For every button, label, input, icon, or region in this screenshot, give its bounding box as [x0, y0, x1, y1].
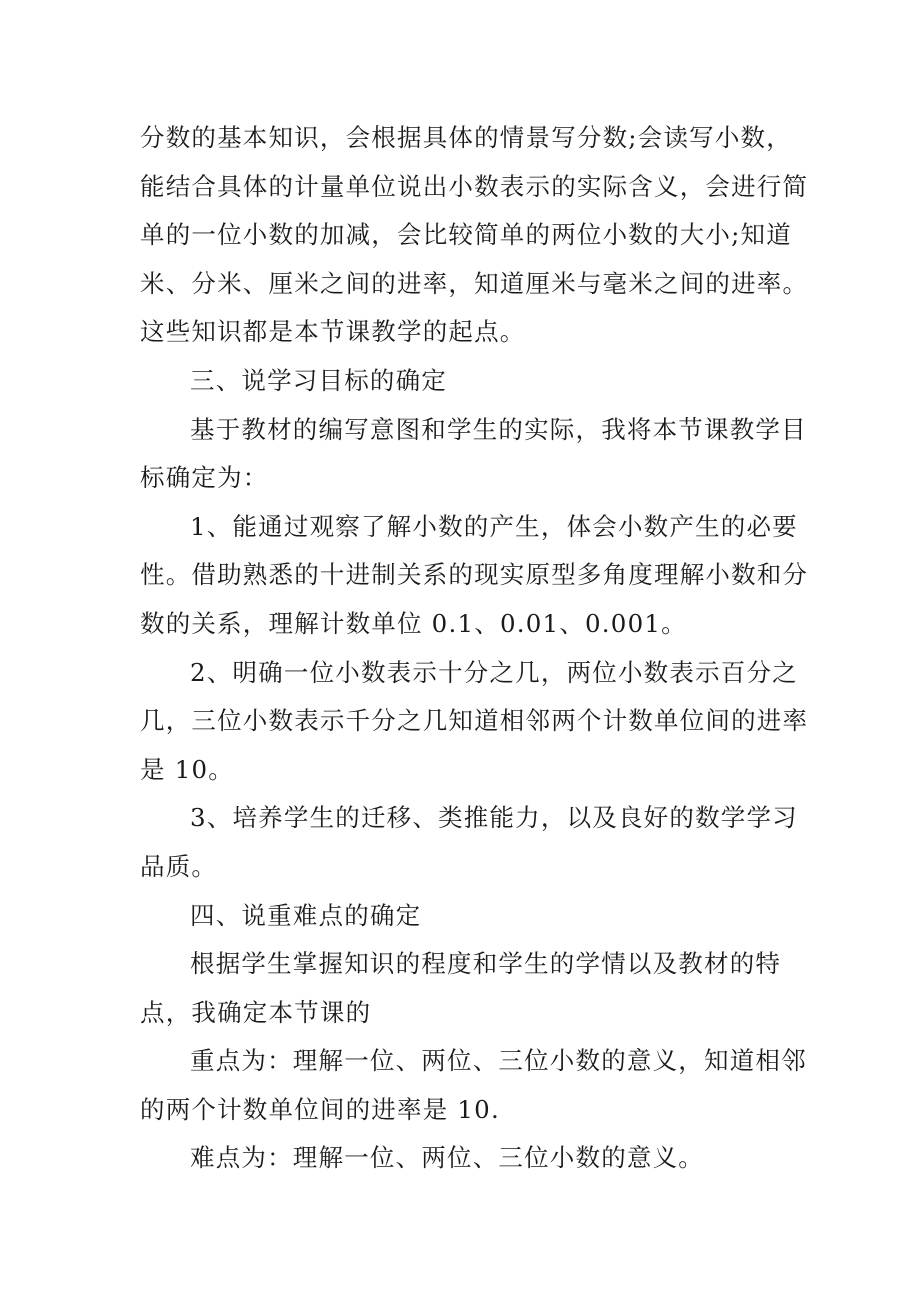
text-line: 米、分米、厘米之间的进率，知道厘米与毫米之间的进率。 — [140, 268, 809, 298]
paragraph-goal-2 — [140, 649, 809, 795]
paragraph-goals-intro — [140, 406, 807, 503]
text-line: 几，三位小数表示千分之几知道相邻两个计数单位间的进率 — [140, 706, 809, 736]
text-line: 点，我确定本节课的 — [140, 997, 372, 1027]
text-line: 难点为：理解一位、两位、三位小数的意义。 — [190, 1143, 704, 1173]
paragraph-focus-intro — [140, 940, 800, 1037]
section-heading-three — [140, 357, 800, 406]
text-line: 单的一位小数的加减，会比较简单的两位小数的大小;知道 — [140, 220, 792, 250]
paragraph-knowledge-basis — [140, 114, 809, 357]
text-line: 分数的基本知识，会根据具体的情景写分数;会读写小数， — [140, 123, 792, 152]
text-line: 的两个计数单位间的进率是 10. — [140, 1094, 500, 1124]
text-line: 能结合具体的计量单位说出小数表示的实际含义，会进行简 — [140, 171, 809, 201]
text-line: 数的关系，理解计数单位 0.1、0.01、0.001。 — [140, 608, 687, 638]
text-line: 标确定为： — [140, 463, 269, 493]
paragraph-key-point — [140, 1037, 807, 1134]
paragraph-difficult-point — [140, 1134, 800, 1183]
text-line: 重点为：理解一位、两位、三位小数的意义，知道相邻 — [190, 1046, 807, 1076]
heading-text: 三、说学习目标的确定 — [190, 365, 447, 395]
heading-text: 四、说重难点的确定 — [190, 900, 422, 930]
paragraph-goal-1 — [140, 503, 809, 649]
text-line: 2、明确一位小数表示十分之几，两位小数表示百分之 — [190, 657, 798, 687]
section-heading-four — [140, 892, 800, 941]
text-line: 3、培养学生的迁移、类推能力，以及良好的数学学习 — [190, 803, 798, 833]
paragraph-goal-3 — [140, 794, 800, 891]
text-line: 这些知识都是本节课教学的起点。 — [140, 317, 526, 347]
text-line: 性。借助熟悉的十进制关系的现实原型多角度理解小数和分 — [140, 560, 809, 590]
text-line: 根据学生掌握知识的程度和学生的学情以及教材的特 — [190, 949, 782, 979]
text-line: 基于教材的编写意图和学生的实际，我将本节课教学目 — [190, 414, 807, 444]
text-line: 是 10。 — [140, 754, 234, 784]
text-line: 品质。 — [140, 851, 218, 881]
document-body — [140, 114, 809, 1183]
text-line: 1、能通过观察了解小数的产生，体会小数产生的必要 — [190, 511, 798, 541]
